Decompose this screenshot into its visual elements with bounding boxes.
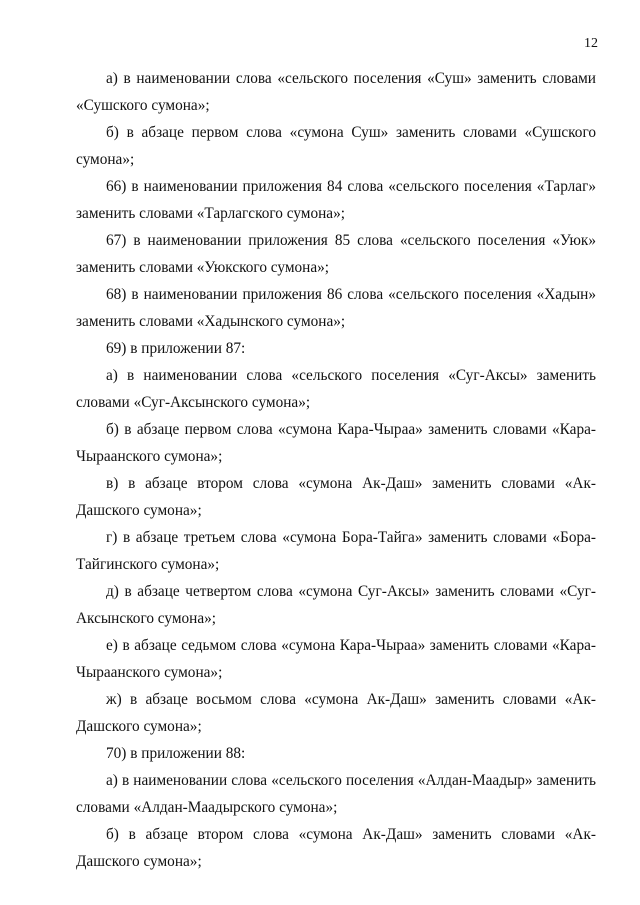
- paragraph-66-tarlag: 66) в наименовании приложения 84 слова «сельского поселения «Тарлаг» заменить словами «Тарлагского сумона»;: [76, 178, 596, 222]
- paragraph-69-g-bora-taiga: г) в абзаце третьем слова «сумона Бора-Тайга» заменить словами «Бора-Тайгинского сумона»;: [76, 529, 596, 573]
- paragraph-69-v-ak-dash: в) в абзаце втором слова «сумона Ак-Даш» заменить словами «Ак-Дашского сумона»;: [76, 475, 596, 519]
- paragraph-69-heading: 69) в приложении 87:: [106, 340, 246, 357]
- paragraph-70-a-aldan-maadyr: а) в наименовании слова «сельского поселения «Алдан-Маадыр» заменить словами «Алдан-Маадырского сумона»;: [76, 772, 596, 816]
- paragraph-69-a-sug-aksy: а) в наименовании слова «сельского поселения «Суг-Аксы» заменить словами «Суг-Аксынского сумона»;: [76, 367, 596, 411]
- paragraph-item-a-naming-sush: а) в наименовании слова «сельского поселения «Суш» заменить словами «Сушского сумона»;: [76, 70, 596, 114]
- paragraph-69-zh-ak-dash: ж) в абзаце восьмом слова «сумона Ак-Даш» заменить словами «Ак-Дашского сумона»;: [76, 691, 596, 735]
- paragraph-69-d-sug-aksy: д) в абзаце четвертом слова «сумона Суг-Аксы» заменить словами «Суг-Аксынского сумона»;: [76, 583, 596, 627]
- paragraph-item-b-first-sush: б) в абзаце первом слова «сумона Суш» заменить словами «Сушского сумона»;: [76, 124, 596, 168]
- paragraph-69-b-kara-chyraa: б) в абзаце первом слова «сумона Кара-Чыраа» заменить словами «Кара-Чыраанского сумона»;: [76, 421, 596, 465]
- paragraph-70-heading: 70) в приложении 88:: [106, 745, 246, 762]
- paragraph-67-uyuk: 67) в наименовании приложения 85 слова «сельского поселения «Уюк» заменить словами «Уюкского сумона»;: [76, 232, 596, 276]
- page-number: 12: [584, 36, 598, 51]
- paragraph-70-b-ak-dash: б) в абзаце втором слова «сумона Ак-Даш» заменить словами «Ак-Дашского сумона»;: [76, 826, 596, 870]
- paragraph-69-e-kara-chyraa: е) в абзаце седьмом слова «сумона Кара-Чыраа» заменить словами «Кара-Чыраанского сумона»;: [76, 637, 596, 681]
- document-body: [76, 65, 596, 875]
- paragraph-68-khadyn: 68) в наименовании приложения 86 слова «сельского поселения «Хадын» заменить словами «Хадынского сумона»;: [76, 286, 596, 330]
